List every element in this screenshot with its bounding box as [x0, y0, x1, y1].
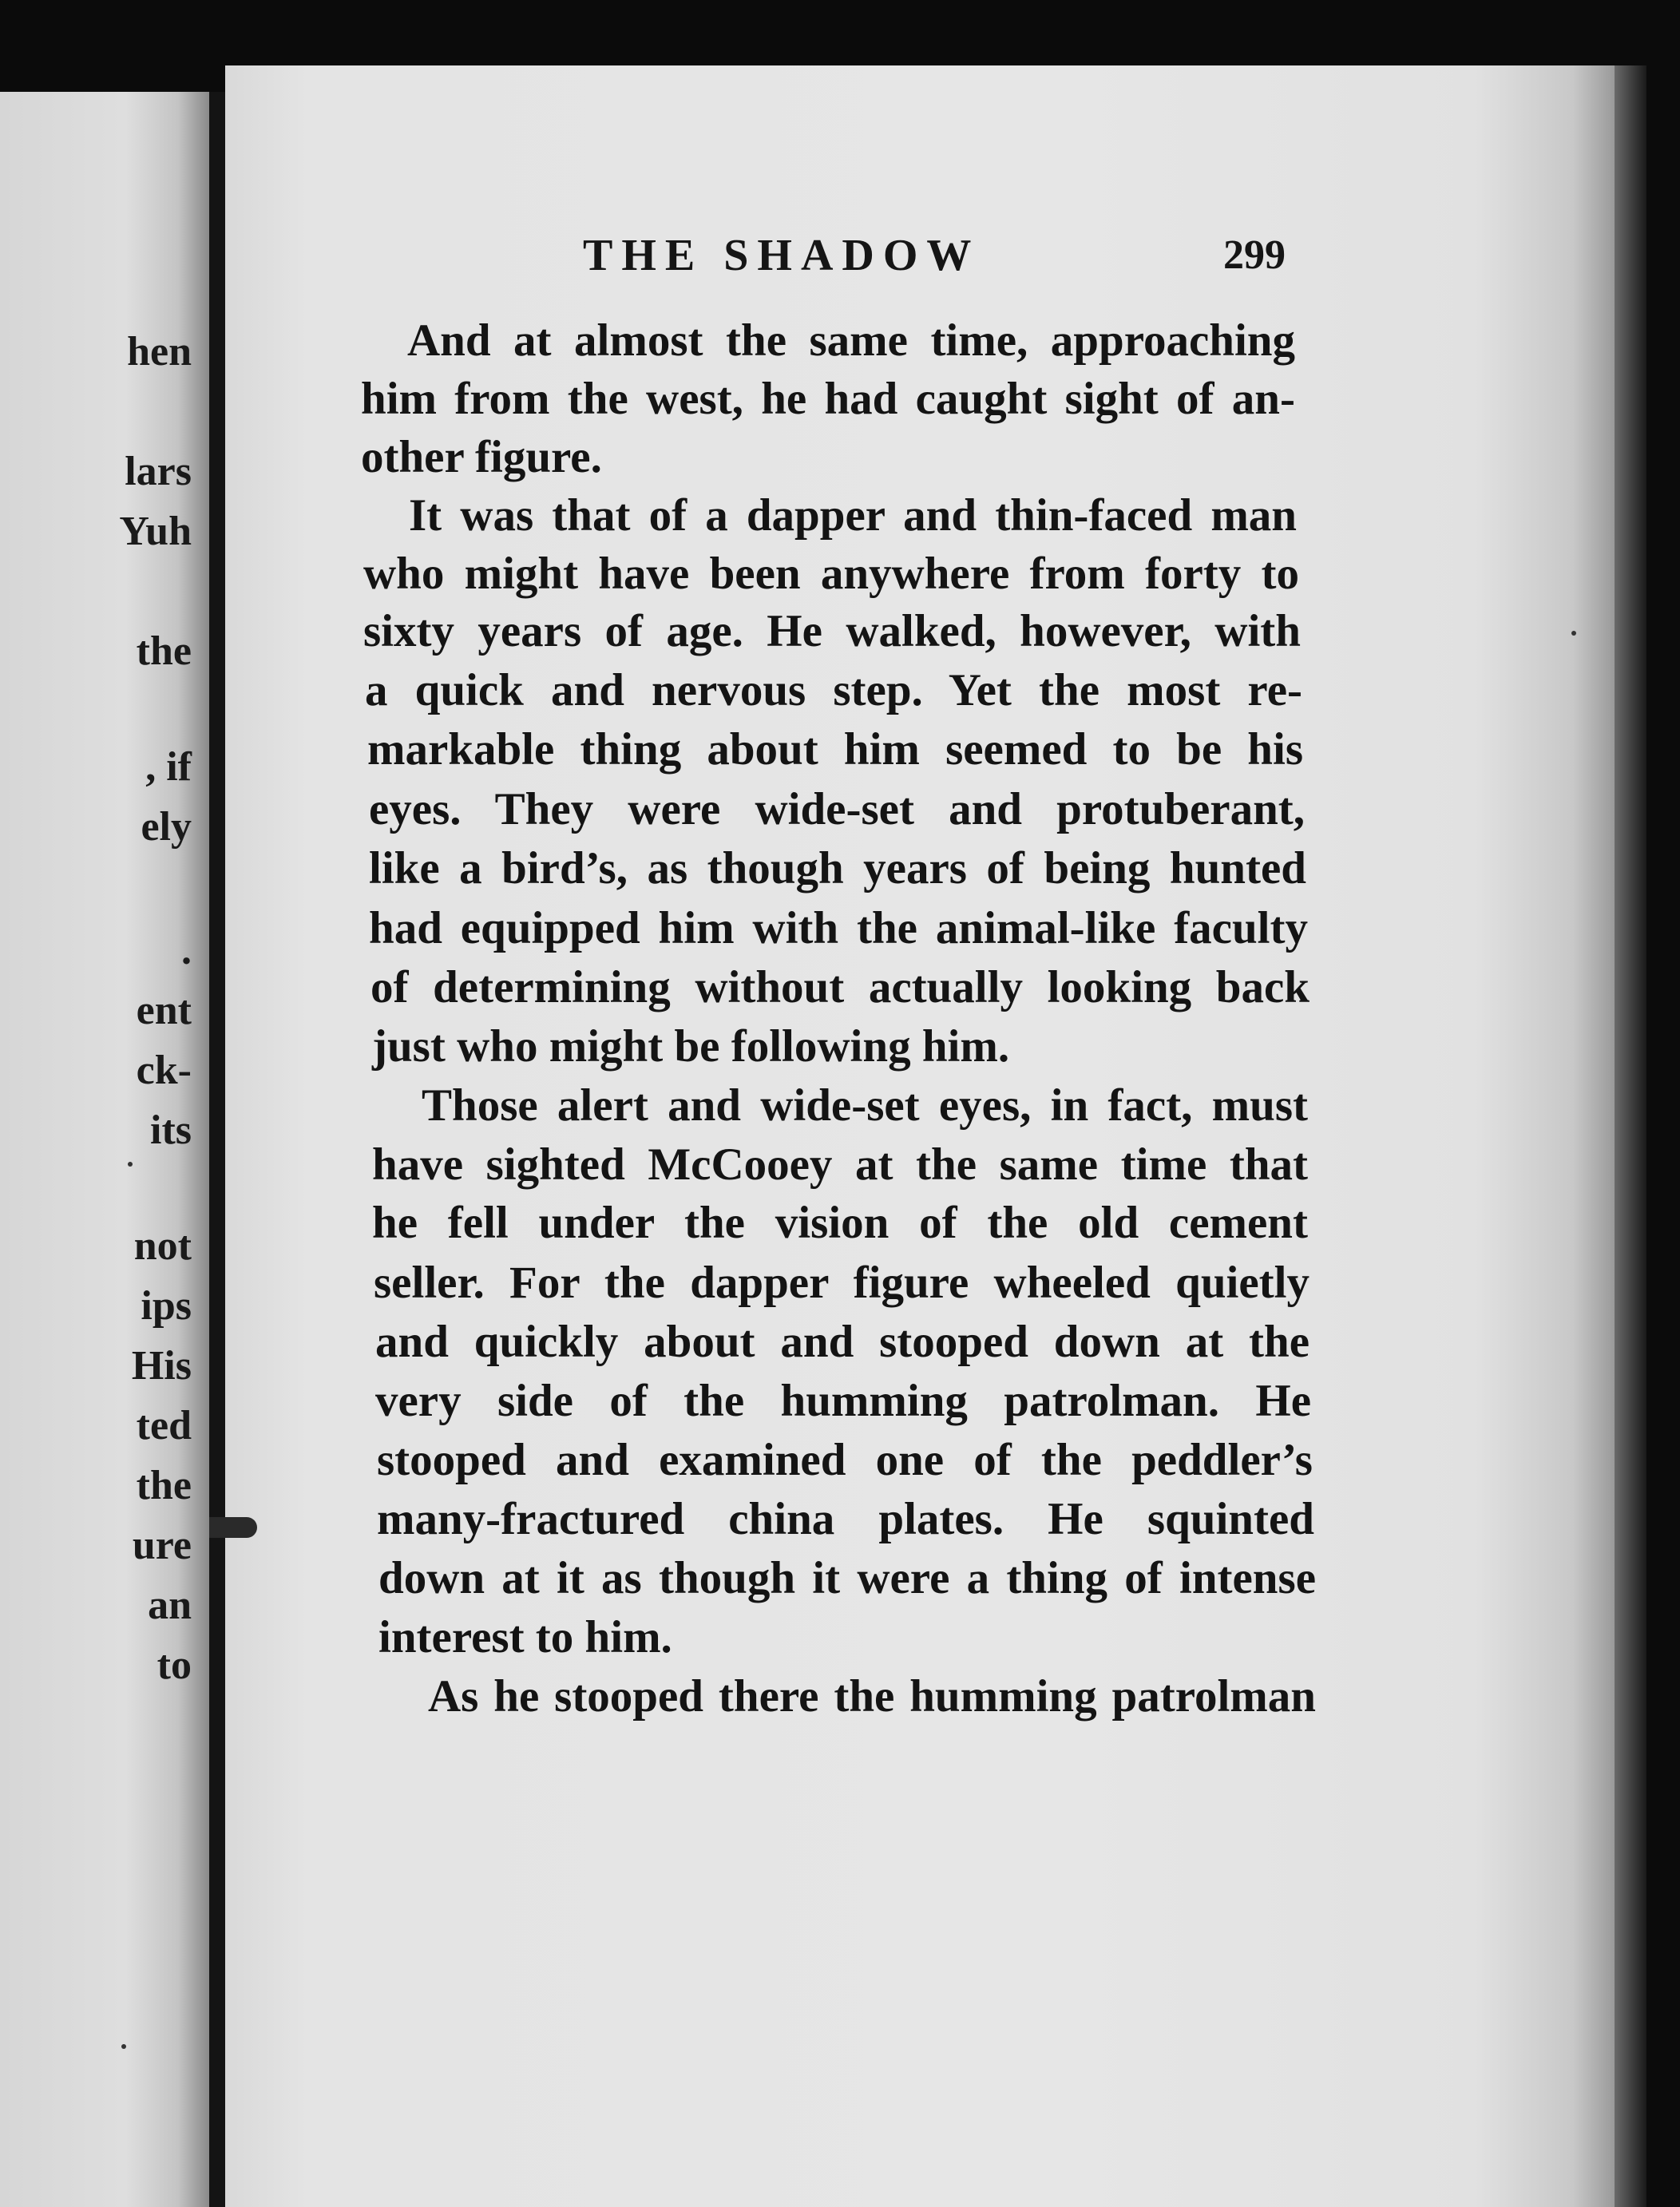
running-head: THE SHADOW — [583, 231, 981, 280]
text-line: very side of the humming patrolman. He — [375, 1376, 1311, 1426]
left-page-fragment: , if — [145, 744, 192, 790]
text-line: he fell under the vision of the old cement — [372, 1198, 1308, 1248]
left-page-fragment: to — [157, 1642, 192, 1688]
text-line: a quick and nervous step. Yet the most re- — [365, 665, 1302, 715]
text-line: had equipped him with the animal-like faculty — [369, 903, 1308, 953]
page-edge-shadow — [1615, 65, 1646, 2207]
book-gutter — [209, 92, 225, 2207]
left-page-fragment: ck- — [136, 1048, 192, 1093]
left-page-fragment: ted — [136, 1403, 192, 1448]
left-page-fragment: His — [131, 1343, 192, 1389]
left-page-fragment: lars — [125, 449, 192, 494]
left-page-fragment: the — [136, 1463, 192, 1508]
ink-speck — [128, 1162, 133, 1167]
text-line: just who might be following him. — [372, 1021, 1010, 1072]
text-line: seller. For the dapper figure wheeled quietly — [374, 1258, 1310, 1308]
text-line: As he stooped there the humming patrolman — [428, 1671, 1316, 1722]
text-line: and quickly about and stooped down at the — [375, 1317, 1310, 1367]
left-page-fragment: ent — [136, 988, 192, 1033]
text-line: down at it as though it were a thing of intense — [378, 1553, 1316, 1603]
left-page-fragment: hen — [127, 329, 192, 374]
left-page-fragment: the — [136, 628, 192, 674]
left-page-fragment: its — [150, 1107, 192, 1153]
text-line: interest to him. — [378, 1612, 672, 1662]
margin-tab-mark — [209, 1517, 257, 1538]
left-page-fragment: . — [181, 928, 192, 973]
text-line: of determining without actually looking back — [370, 962, 1310, 1012]
ink-speck — [1571, 631, 1576, 636]
text-line: many-fractured china plates. He squinted — [377, 1494, 1314, 1544]
text-line: sixty years of age. He walked, however, with — [363, 606, 1301, 656]
text-line: And at almost the same time, approaching — [407, 315, 1295, 366]
left-page-fragment: ure — [132, 1523, 192, 1568]
left-page-fragment: Yuh — [119, 509, 192, 554]
text-line: other figure. — [361, 432, 602, 482]
text-line: like a bird’s, as though years of being hunted — [369, 843, 1306, 893]
text-line: It was that of a dapper and thin-faced man — [409, 490, 1297, 541]
text-line: Those alert and wide-set eyes, in fact, must — [422, 1080, 1308, 1131]
ink-speck — [121, 2044, 126, 2049]
left-page-fragment: ely — [141, 804, 192, 850]
text-line: eyes. They were wide-set and protuberant, — [369, 784, 1305, 834]
left-page-fragment: an — [148, 1583, 192, 1628]
left-page-fragment: ips — [141, 1283, 192, 1329]
text-line: markable thing about him seemed to be his — [367, 724, 1303, 775]
text-line: have sighted McCooey at the same time that — [372, 1139, 1308, 1190]
left-page — [0, 92, 209, 2207]
text-line: who might have been anywhere from forty to — [363, 549, 1299, 599]
page-number: 299 — [1223, 232, 1286, 278]
left-page-fragment: not — [133, 1223, 192, 1269]
text-line: stooped and examined one of the peddler’s — [377, 1435, 1313, 1485]
text-line: him from the west, he had caught sight of an- — [361, 374, 1295, 424]
